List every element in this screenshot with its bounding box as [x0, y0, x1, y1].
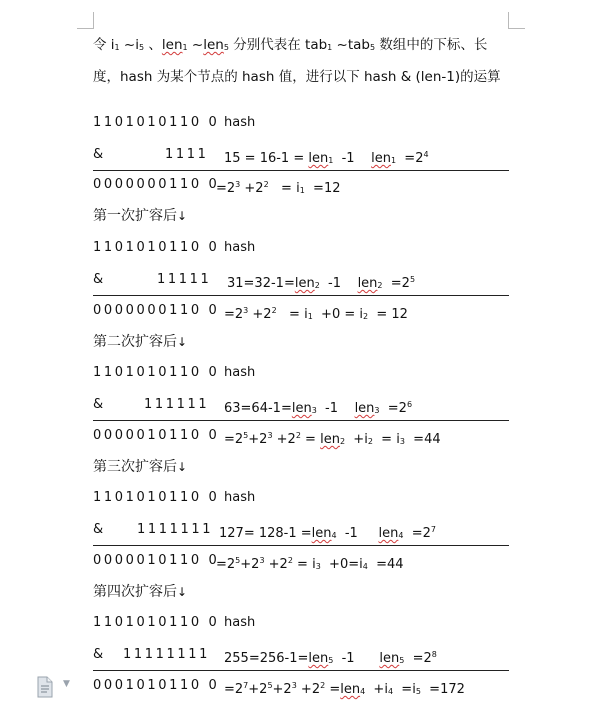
- mask-bits: 11111111: [123, 647, 210, 662]
- result-expression: $=2^5+2^3 +2^2 = len2 +i2 = i3 =44$: [224, 431, 441, 447]
- page-corner-mark-top-left: [77, 12, 94, 29]
- hash-label: hash: [224, 615, 256, 630]
- result-bits: 0000010110 0: [93, 553, 220, 568]
- result-row: [93, 427, 441, 447]
- hash-bits: 1101010110 0: [93, 490, 220, 505]
- mask-row: [93, 271, 416, 291]
- expansion-title: 第四次扩容后: [93, 584, 177, 600]
- down-arrow-icon: ↓: [177, 460, 188, 474]
- hash-row: [93, 239, 256, 257]
- divider-rule: [93, 670, 509, 671]
- result-row: [93, 677, 465, 697]
- down-arrow-icon: ↓: [177, 209, 188, 223]
- mask-row: [93, 521, 436, 541]
- expansion-header: [93, 207, 187, 225]
- page-corner-mark-top-right: [508, 12, 525, 29]
- and-operator: &: [93, 147, 104, 162]
- expansion-title: 第一次扩容后: [93, 208, 177, 224]
- divider-rule: [93, 545, 509, 546]
- and-operator: &: [93, 272, 104, 287]
- paste-options-icon[interactable]: [34, 676, 56, 702]
- divider-rule: [93, 295, 509, 296]
- result-expression: $=2^3 +2^2 = i1 =12$: [216, 180, 341, 196]
- down-arrow-icon: ↓: [177, 585, 188, 599]
- mask-row: [93, 146, 429, 166]
- hash-label: hash: [224, 240, 256, 255]
- hash-row: [93, 614, 256, 632]
- result-bits: 0000000110 0: [93, 303, 220, 318]
- result-expression: $=2^5+2^3 +2^2 = i3 +0=i4 =44$: [216, 556, 404, 572]
- result-expression: $=2^7+2^5+2^3 +2^2 =len4 +i4 =i5 =172$: [224, 681, 465, 697]
- hash-row: [93, 364, 256, 382]
- mask-expression: 127= 128-1 =len4 -1 $len4 =2^7$: [219, 525, 436, 541]
- expansion-header: [93, 583, 187, 601]
- mask-row: [93, 396, 413, 416]
- intro-line-2: 度，hash 为某个节点的 hash 值，进行以下 hash & (len-1)的运算: [93, 69, 501, 85]
- hash-bits: 1101010110 0: [93, 365, 220, 380]
- hash-bits: 1101010110 0: [93, 240, 220, 255]
- divider-rule: [93, 170, 509, 171]
- expansion-header: [93, 458, 187, 476]
- intro-line-1: 令 i1 ~i5 、len1 ~len5 分别代表在 tab1 ~tab5 数组中的下标、长: [93, 37, 488, 53]
- mask-row: [93, 646, 437, 666]
- hash-row: [93, 114, 256, 132]
- hash-bits: 1101010110 0: [93, 115, 220, 130]
- hash-row: [93, 489, 256, 507]
- mask-expression: 63=64-1=len3 -1 $len3 =2^6$: [224, 400, 413, 416]
- and-operator: &: [93, 397, 104, 412]
- mask-expression: 255=256-1=len5 -1 $len5 =2^8$: [224, 650, 437, 666]
- down-arrow-icon: ↓: [177, 335, 188, 349]
- mask-bits: 11111: [157, 272, 212, 287]
- hash-label: hash: [224, 115, 256, 130]
- hash-bits: 1101010110 0: [93, 615, 220, 630]
- expansion-title: 第三次扩容后: [93, 459, 177, 475]
- hash-label: hash: [224, 365, 256, 380]
- result-bits: 0000010110 0: [93, 428, 220, 443]
- result-bits: 0001010110 0: [93, 678, 220, 693]
- hash-label: hash: [224, 490, 256, 505]
- and-operator: &: [93, 647, 104, 662]
- result-row: [93, 552, 404, 572]
- mask-bits: 1111111: [137, 522, 214, 537]
- mask-bits: 111111: [144, 397, 210, 412]
- result-row: [93, 302, 408, 322]
- and-operator: &: [93, 522, 104, 537]
- result-row: [93, 176, 341, 196]
- expansion-title: 第二次扩容后: [93, 334, 177, 350]
- mask-expression: 15 = 16-1 = len1 -1 $len1 =2^4$: [224, 150, 429, 166]
- divider-rule: [93, 420, 509, 421]
- expansion-header: [93, 333, 187, 351]
- chevron-down-icon[interactable]: ▼: [63, 679, 70, 689]
- result-expression: $=2^3 +2^2 = i1 +0 = i2 = 12$: [224, 306, 408, 322]
- mask-bits: 1111: [165, 147, 209, 162]
- mask-expression: 31=32-1=len2 -1 $len2 =2^5$: [227, 275, 416, 291]
- result-bits: 0000000110 0: [93, 177, 220, 192]
